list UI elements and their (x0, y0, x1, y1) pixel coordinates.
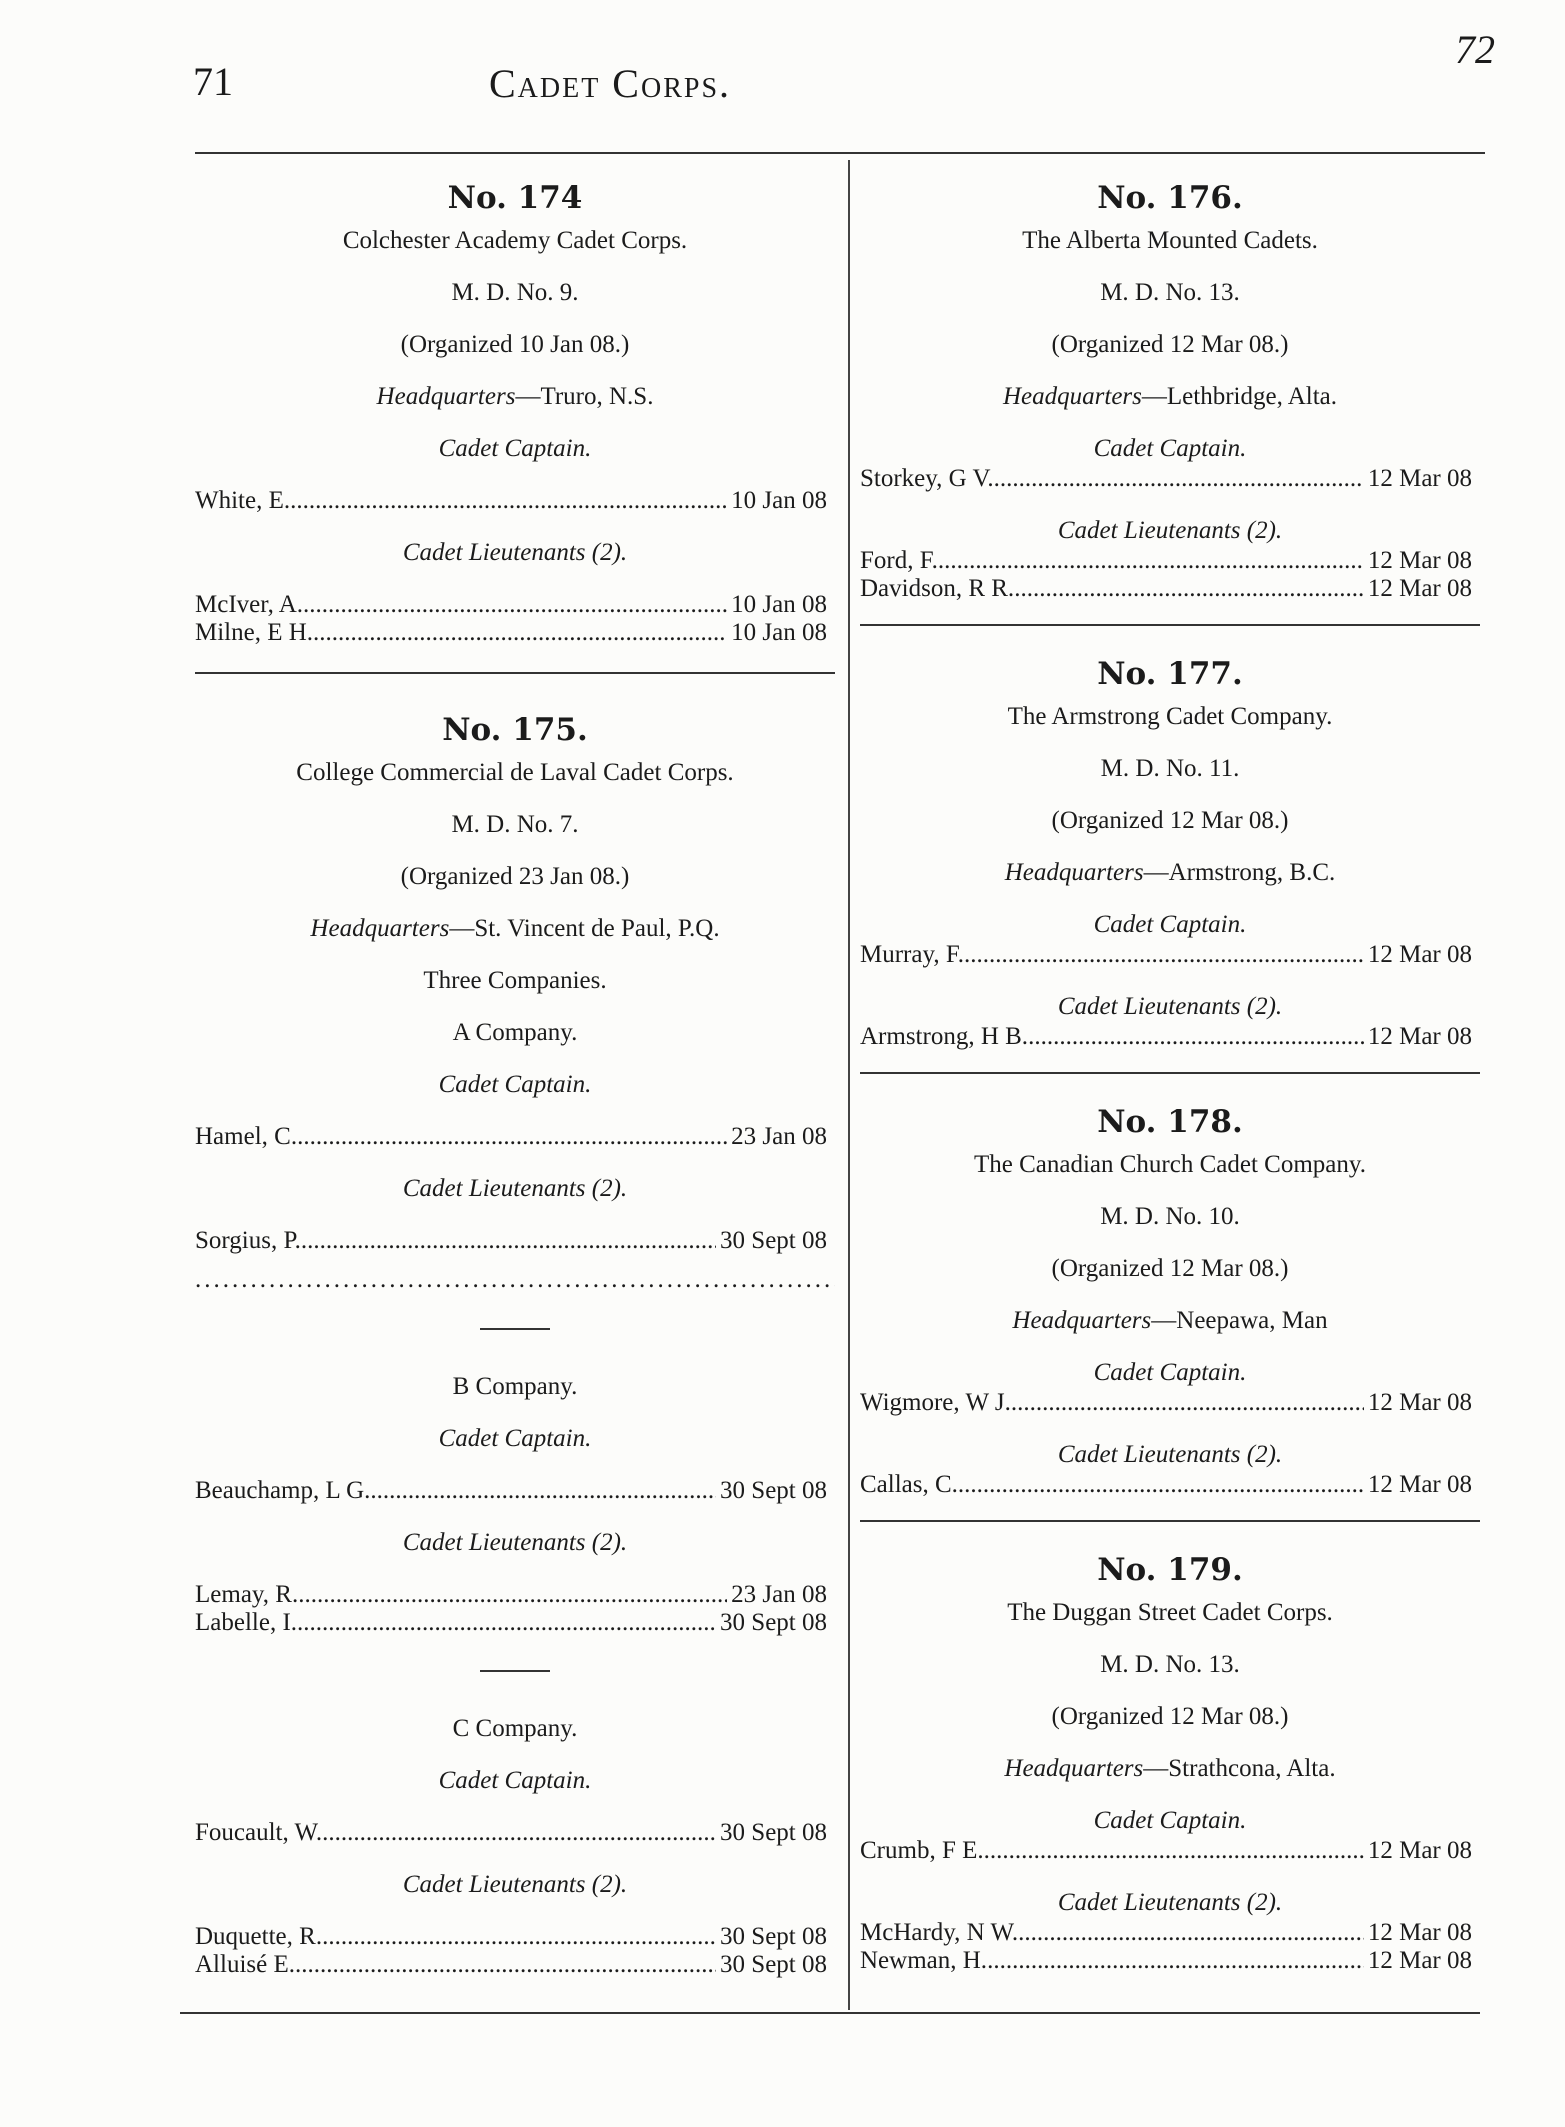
captain-heading: Cadet Captain. (438, 435, 592, 462)
lieutenant-row (860, 1024, 1480, 1050)
commission-date: 23 Jan 08 (731, 1581, 827, 1608)
lieutenants-heading: Cadet Lieutenants (2). (402, 1529, 628, 1556)
commission-date: 12 Mar 08 (1367, 1389, 1472, 1416)
commission-date: 23 Jan 08 (731, 1123, 827, 1150)
commission-date: 12 Mar 08 (1367, 1837, 1472, 1864)
corps-name: The Armstrong Cadet Company. (1007, 703, 1333, 730)
headquarters (860, 1756, 1480, 1782)
captain-row (195, 488, 835, 514)
military-district: M. D. No. 9. (451, 279, 579, 306)
entry-178 (860, 1104, 1480, 1498)
officer-name: Milne, E H. (195, 619, 314, 646)
officer-name: Hamel, C. (195, 1123, 298, 1150)
military-district: M. D. No. 13. (1100, 279, 1240, 306)
commission-date: 30 Sept 08 (720, 1819, 827, 1846)
commission-date: 12 Mar 08 (1367, 1947, 1472, 1974)
headquarters (860, 384, 1480, 410)
lieutenant-row (195, 1582, 835, 1608)
commission-date: 12 Mar 08 (1367, 465, 1472, 492)
captain-row (195, 1820, 835, 1846)
organized-date: (Organized 12 Mar 08.) (1051, 1703, 1289, 1730)
headquarters-value: —St. Vincent de Paul, P.Q. (449, 915, 720, 942)
captain-heading: Cadet Captain. (438, 1071, 592, 1098)
lieutenant-row (195, 592, 835, 618)
entry-175 (195, 712, 835, 1978)
officer-name: Murray, F. (860, 941, 965, 968)
headquarters-label: Headquarters (376, 383, 516, 410)
officer-name: Beauchamp, L G. (195, 1477, 371, 1504)
commission-date: 12 Mar 08 (1367, 1471, 1472, 1498)
entry-separator (860, 1072, 1480, 1074)
officer-name: Storkey, G V. (860, 465, 994, 492)
lieutenant-row (195, 1228, 835, 1254)
commission-date: 12 Mar 08 (1367, 941, 1472, 968)
lieutenants-heading: Cadet Lieutenants (2). (1057, 517, 1283, 544)
company-title: C Company. (452, 1715, 578, 1742)
company-title: A Company. (452, 1019, 578, 1046)
officer-name: Duquette, R. (195, 1923, 323, 1950)
officer-name: Newman, H. (860, 1947, 988, 1974)
right-column (860, 180, 1480, 2000)
commission-date: 12 Mar 08 (1367, 1023, 1472, 1050)
officer-name: McHardy, N W. (860, 1919, 1019, 1946)
officer-name: Foucault, W. (195, 1819, 323, 1846)
officer-name: Callas, C. (860, 1471, 958, 1498)
header-rule (195, 152, 1485, 154)
officer-name: Sorgius, P. (195, 1227, 301, 1254)
officer-name: Ford, F. (860, 547, 938, 574)
captain-row (195, 1478, 835, 1504)
page-title: Cadet Corps. (488, 61, 732, 106)
entry-separator (195, 672, 835, 674)
lieutenants-heading: Cadet Lieutenants (2). (1057, 1889, 1283, 1916)
commission-date: 30 Sept 08 (720, 1609, 827, 1636)
lieutenant-row (860, 576, 1480, 602)
captain-heading: Cadet Captain. (1093, 435, 1247, 462)
captain-heading: Cadet Captain. (438, 1425, 592, 1452)
captain-row (860, 942, 1480, 968)
corps-name: The Canadian Church Cadet Company. (973, 1151, 1367, 1178)
officer-name: Labelle, I. (195, 1609, 298, 1636)
organized-date: (Organized 12 Mar 08.) (1051, 1255, 1289, 1282)
commission-date: 10 Jan 08 (731, 487, 827, 514)
officer-name: Alluisé E. (195, 1951, 295, 1978)
officer-name: Crumb, F E. (860, 1837, 984, 1864)
commission-date: 12 Mar 08 (1367, 1919, 1472, 1946)
entry-number: No. 177. (1097, 656, 1243, 692)
lieutenant-row (860, 1472, 1480, 1498)
headquarters (195, 384, 835, 410)
captain-heading: Cadet Captain. (1093, 1807, 1247, 1834)
entry-176 (860, 180, 1480, 602)
captain-heading: Cadet Captain. (438, 1767, 592, 1794)
lieutenant-row (860, 1920, 1480, 1946)
headquarters-label: Headquarters (310, 915, 450, 942)
page-number-right: 72 (1455, 27, 1495, 72)
headquarters-value: —Lethbridge, Alta. (1141, 383, 1337, 410)
commission-date: 12 Mar 08 (1367, 547, 1472, 574)
lieutenant-row (195, 620, 835, 646)
lieutenants-heading: Cadet Lieutenants (2). (1057, 1441, 1283, 1468)
lieutenants-heading: Cadet Lieutenants (2). (402, 1175, 628, 1202)
commission-date: 30 Sept 08 (720, 1477, 827, 1504)
company-separator (480, 1328, 550, 1330)
company-title: B Company. (452, 1373, 578, 1400)
organized-date: (Organized 23 Jan 08.) (400, 863, 630, 890)
captain-row (195, 1124, 835, 1150)
headquarters (860, 860, 1480, 886)
lieutenants-heading: Cadet Lieutenants (2). (1057, 993, 1283, 1020)
headquarters (195, 916, 835, 942)
officer-name: White, E. (195, 487, 291, 514)
corps-name: The Duggan Street Cadet Corps. (1007, 1599, 1333, 1626)
officer-name: Armstrong, H B. (860, 1023, 1029, 1050)
captain-heading: Cadet Captain. (1093, 1359, 1247, 1386)
commission-date: 10 Jan 08 (731, 591, 827, 618)
captain-row (860, 1390, 1480, 1416)
lieutenant-row (195, 1924, 835, 1950)
officer-name: Wigmore, W J. (860, 1389, 1011, 1416)
lieutenant-row (195, 1952, 835, 1978)
entry-separator (860, 624, 1480, 626)
entry-174 (195, 180, 835, 646)
military-district: M. D. No. 11. (1100, 755, 1240, 782)
headquarters-label: Headquarters (1004, 1755, 1144, 1782)
military-district: M. D. No. 10. (1100, 1203, 1240, 1230)
captain-heading: Cadet Captain. (1093, 911, 1247, 938)
corps-name: The Alberta Mounted Cadets. (1022, 227, 1318, 254)
officer-name: Lemay, R.. (195, 1581, 305, 1608)
companies-count: Three Companies. (423, 967, 607, 994)
commission-date: 30 Sept 08 (720, 1227, 827, 1254)
commission-date: 10 Jan 08 (731, 619, 827, 646)
headquarters-label: Headquarters (1004, 859, 1144, 886)
officer-name: Davidson, R R. (860, 575, 1015, 602)
headquarters (860, 1308, 1480, 1334)
captain-row (860, 1838, 1480, 1864)
corps-name: Colchester Academy Cadet Corps. (342, 227, 688, 254)
headquarters-value: —Armstrong, B.C. (1143, 859, 1336, 886)
corps-name: College Commercial de Laval Cadet Corps. (296, 759, 734, 786)
entry-number: No. 176. (1097, 180, 1243, 216)
headquarters-value: —Strathcona, Alta. (1143, 1755, 1336, 1782)
lieutenants-heading: Cadet Lieutenants (2). (402, 1871, 628, 1898)
organized-date: (Organized 12 Mar 08.) (1051, 331, 1289, 358)
entry-number: No. 179. (1097, 1552, 1243, 1588)
company-separator (480, 1670, 550, 1672)
dotted-blank-line (195, 1266, 835, 1294)
lieutenant-row (860, 1948, 1480, 1974)
left-column (195, 180, 835, 2004)
entry-179 (860, 1552, 1480, 1974)
military-district: M. D. No. 7. (451, 811, 579, 838)
lieutenant-row (195, 1610, 835, 1636)
headquarters-label: Headquarters (1012, 1307, 1152, 1334)
entry-number: No. 175. (442, 712, 588, 748)
military-district: M. D. No. 13. (1100, 1651, 1240, 1678)
entry-number: No. 178. (1097, 1104, 1243, 1140)
commission-date: 30 Sept 08 (720, 1923, 827, 1950)
entry-separator (860, 1520, 1480, 1522)
captain-row (860, 466, 1480, 492)
lieutenants-heading: Cadet Lieutenants (2). (402, 539, 628, 566)
organized-date: (Organized 10 Jan 08.) (400, 331, 630, 358)
footer-rule (180, 2012, 1480, 2014)
officer-name: McIver, A. (195, 591, 303, 618)
commission-date: 12 Mar 08 (1367, 575, 1472, 602)
entry-177 (860, 656, 1480, 1050)
headquarters-value: —Neepawa, Man (1151, 1307, 1328, 1334)
column-divider (848, 160, 850, 2010)
entry-number: No. 174 (447, 180, 583, 216)
commission-date: 30 Sept 08 (720, 1951, 827, 1978)
organized-date: (Organized 12 Mar 08.) (1051, 807, 1289, 834)
lieutenant-row (860, 548, 1480, 574)
headquarters-label: Headquarters (1003, 383, 1142, 410)
headquarters-value: —Truro, N.S. (515, 383, 654, 410)
page-number-left: 71 (193, 59, 233, 104)
